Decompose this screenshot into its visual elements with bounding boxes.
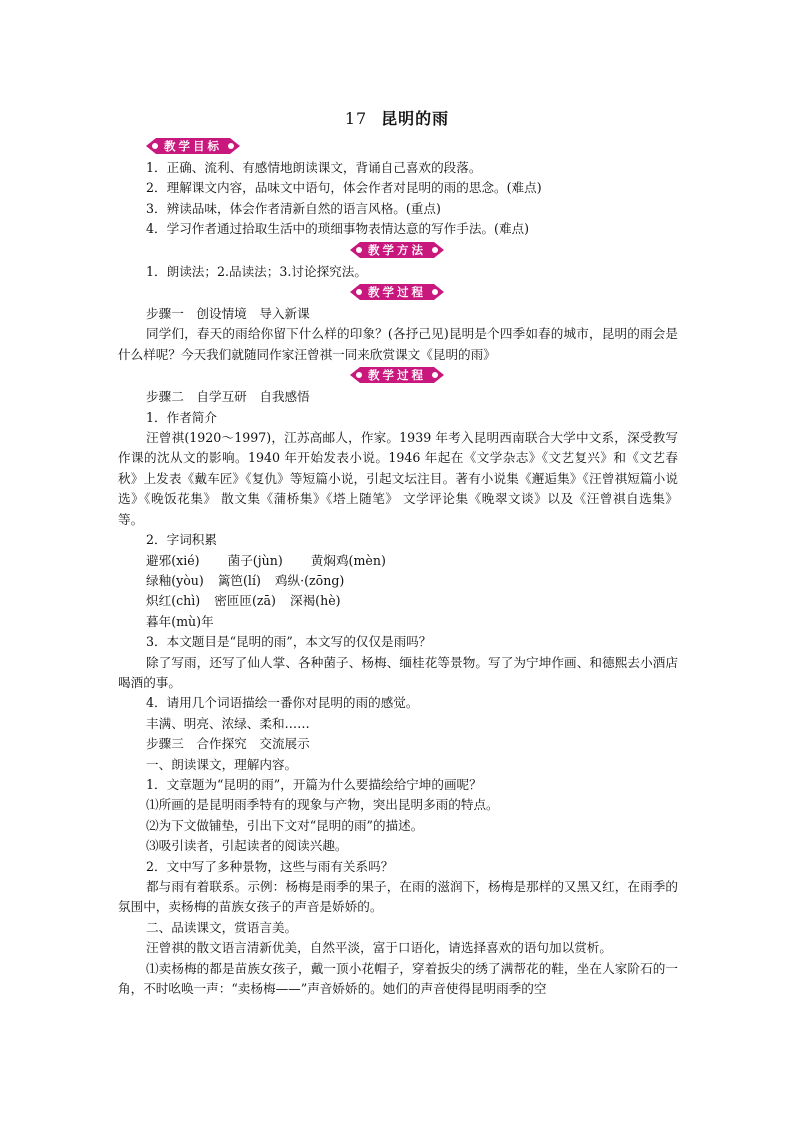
answer-point: ⑴所画的是昆明雨季特有的现象与产物，突出昆明多雨的特点。	[146, 797, 499, 813]
goal-item: 1．正确、流利、有感情地朗读课文，背诵自己喜欢的段落。	[146, 160, 482, 175]
process-banner-2	[350, 367, 444, 383]
word-item: 绿釉(yòu)	[146, 572, 204, 588]
word-item: 篱笆(lí)	[217, 572, 261, 588]
word-item: 炽红(chì)	[146, 593, 201, 609]
section-heading: 二、品读课文，赏语言美。	[146, 919, 298, 935]
methods-text: 1．朗读法；2.品读法；3.讨论探究法。	[146, 263, 367, 279]
goal-item: 2．理解课文内容，品味文中语句，体会作者对昆明的雨的思念。(难点)	[146, 180, 542, 196]
section-heading: 一、朗读课文，理解内容。	[146, 756, 298, 772]
process-banner	[350, 284, 444, 300]
word-item: 鸡纵·(zōng)	[274, 572, 345, 588]
goals-banner-row	[118, 136, 678, 158]
word-item: 黄焖鸡(mèn)	[310, 552, 386, 568]
answer-point: ⑵为下文做铺垫，引出下文对“昆明的雨”的描述。	[146, 817, 424, 833]
lesson-title: 昆明的雨	[381, 109, 450, 128]
word-row	[118, 612, 678, 632]
process-banner-row-2	[118, 365, 678, 387]
word-item: 深褐(hè)	[289, 593, 341, 609]
word-item: 密匝匝(zā)	[214, 593, 276, 609]
process-banner-label: 教学过程	[360, 284, 434, 300]
lesson-number: 17	[344, 109, 368, 128]
word-row	[118, 571, 678, 591]
question: 1．文章题为“昆明的雨”，开篇为什么要描绘给宁坤的画呢？	[146, 776, 482, 792]
word-item: 菌子(jùn)	[227, 552, 283, 568]
goal-item: 3．辨读品味，体会作者清新自然的语言风格。(重点)	[146, 200, 441, 216]
goals-banner	[146, 138, 240, 154]
step-heading: 步骤三 合作探究 交流展示	[146, 736, 310, 752]
word-row	[118, 591, 678, 611]
step-heading: 步骤一 创设情境 导入新课	[146, 306, 310, 322]
paragraph: 汪曾祺(1920～1997)，江苏高邮人，作家。1939 年考入昆明西南联合大学中文系，深受教写作课的沈从文的影响。1940 年开始发表小说。1946 年起在《文学杂志》《文艺复兴》和《文艺春秋》上发表《戴车匠》《复仇》等短篇小说，引起文坛注目。著有小说集《邂逅集》《汪曾祺短篇小说选》《晚饭花集》 散文集《蒲桥集》《塔上随笔》 文学评论集《晚翠文谈》以及《汪曾祺自选集》等。	[118, 430, 678, 527]
sub-heading: 1．作者简介	[146, 409, 217, 425]
answer: 都与雨有着联系。示例：杨梅是雨季的果子，在雨的滋润下，杨梅是那样的又黑又红，在雨季的氛围中，卖杨梅的苗族女孩子的声音是娇娇的。	[118, 879, 678, 915]
paragraph: 同学们，春天的雨给你留下什么样的印象？(各抒己见)昆明是个四季如春的城市，昆明的雨会是什么样呢？今天我们就随同作家汪曾祺一同来欣赏课文《昆明的雨》	[118, 326, 678, 362]
sub-heading: 2．字词积累	[146, 532, 217, 548]
methods-banner	[350, 242, 444, 258]
word-row	[118, 551, 678, 571]
step-heading: 步骤二 自学互研 自我感悟	[146, 389, 310, 405]
lesson-content	[118, 136, 678, 999]
word-item: 避邪(xié)	[146, 552, 200, 568]
answer-point: ⑶吸引读者，引起读者的阅读兴趣。	[146, 838, 348, 854]
question: 2．文中写了多种景物，这些与雨有关系吗？	[146, 858, 394, 874]
process-banner-label: 教学过程	[360, 367, 434, 383]
answer: 除了写雨，还写了仙人掌、各种菌子、杨梅、缅桂花等景物。写了为宁坤作画、和德熙去小酒店喝酒的事。	[118, 654, 678, 690]
process-banner-row	[118, 282, 678, 304]
page-title	[0, 106, 794, 129]
paragraph: 汪曾祺的散文语言清新优美，自然平淡，富于口语化，请选择喜欢的语句加以赏析。	[146, 940, 612, 956]
question: 4．请用几个词语描绘一番你对昆明的雨的感觉。	[146, 695, 419, 711]
methods-banner-row	[118, 240, 678, 262]
answer: 丰满、明亮、浓绿、柔和……	[146, 715, 310, 731]
word-item: 暮年(mù)年	[146, 613, 214, 629]
goal-item: 4．学习作者通过拾取生活中的琐细事物表情达意的写作手法。(难点)	[146, 221, 530, 237]
quote-paragraph: ⑴卖杨梅的都是苗族女孩子，戴一顶小花帽子，穿着扳尖的绣了满帮花的鞋，坐在人家阶石的一角，不时吆唤一声：“卖杨梅——”声音娇娇的。她们的声音使得昆明雨季的空	[118, 960, 678, 997]
goals-banner-label: 教学目标	[156, 138, 230, 154]
methods-banner-label: 教学方法	[360, 242, 434, 258]
question: 3．本文题目是“昆明的雨”，本文写的仅仅是雨吗？	[146, 634, 432, 650]
